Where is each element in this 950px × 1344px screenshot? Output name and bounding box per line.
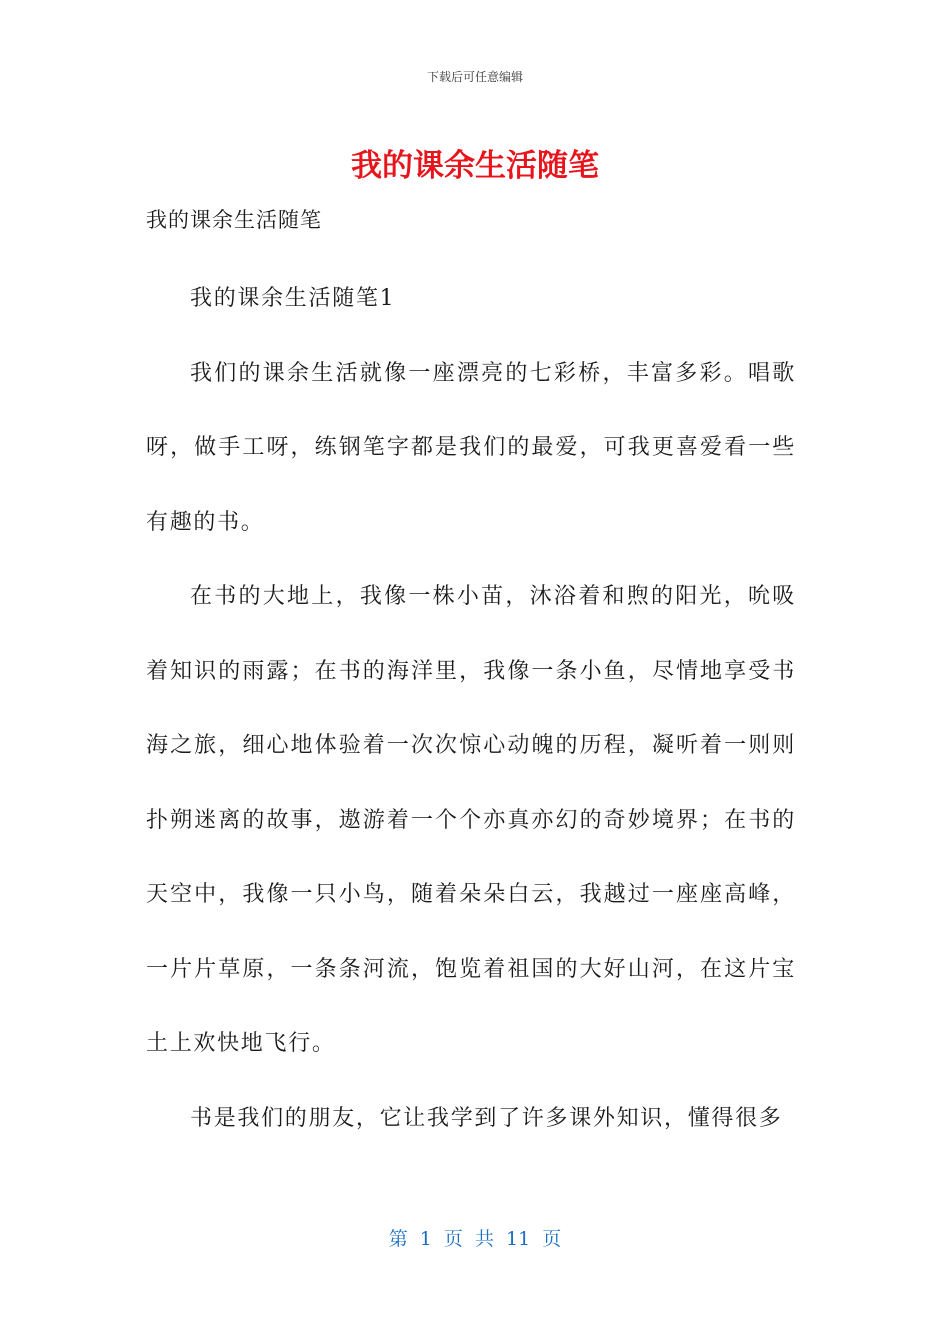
document-subtitle: 我的课余生活随笔 — [146, 208, 322, 232]
body-paragraph: 我们的课余生活就像一座漂亮的七彩桥，丰富多彩。唱歌呀，做手工呀，练钢笔字都是我们的最爱，可我更喜爱看一些有趣的书。 — [146, 360, 796, 535]
header-note: 下载后可任意编辑 — [426, 70, 523, 84]
body-paragraph: 书是我们的朋友，它让我学到了许多课外知识，懂得很多 — [190, 1105, 783, 1131]
document-body — [146, 262, 796, 1156]
body-paragraph: 在书的大地上，我像一株小苗，沐浴着和煦的阳光，吮吸着知识的雨露；在书的海洋里，我像一条小鱼，尽情地享受书海之旅，细心地体验着一次次惊心动魄的历程，凝听着一则则扑朔迷离的故事，遨游着一个个亦真亦幻的奇妙境界；在书的天空中，我像一只小鸟，随着朵朵白云，我越过一座座高峰，一片片草原，一条条河流，饱览着祖国的大好山河，在这片宝土上欢快地飞行。 — [146, 584, 796, 1056]
page-number-footer: 第 1 页 共 11 页 — [388, 1228, 562, 1250]
document-title: 我的课余生活随笔 — [351, 148, 599, 184]
section-heading: 我的课余生活随笔1 — [190, 286, 396, 311]
